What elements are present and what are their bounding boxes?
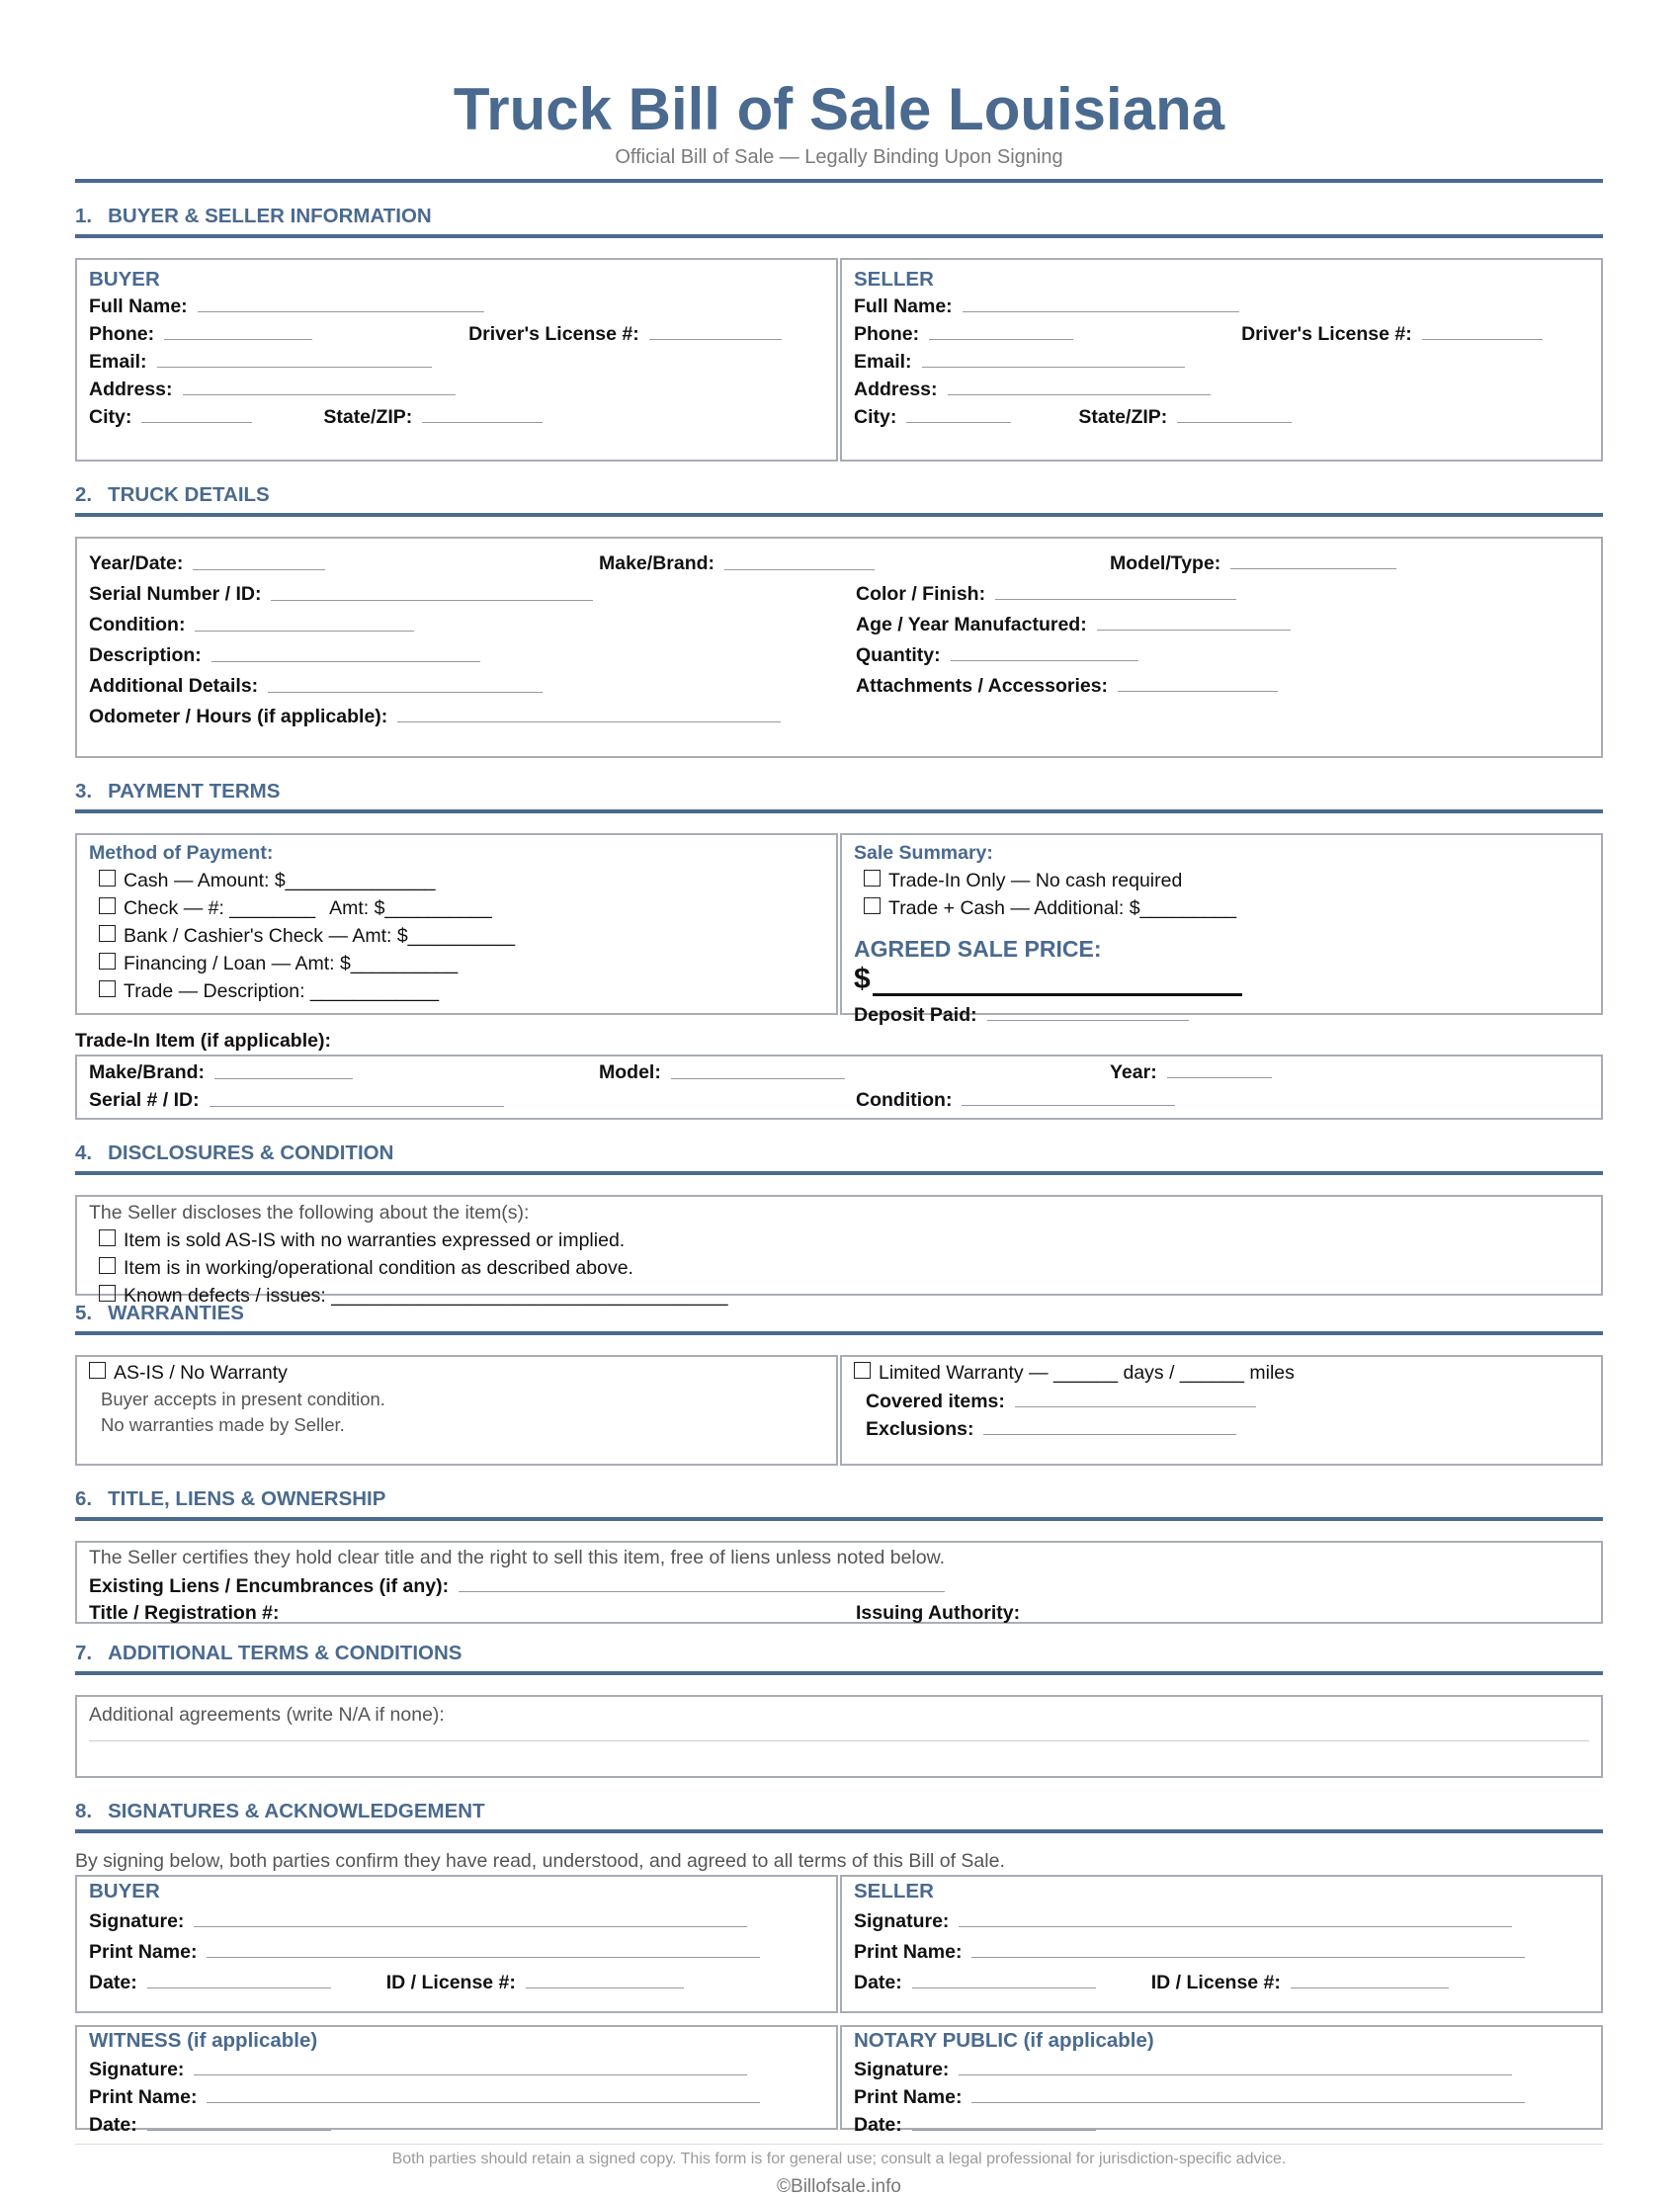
covered-items-field[interactable]	[1015, 1387, 1256, 1407]
section-3-heading: 3. PAYMENT TERMS	[75, 780, 1603, 813]
truck-details-box: Year/Date: Make/Brand: Model/Type: Serial Number / ID: Color / Finish: Condition: Age / Year Manufactured: Description: Quantity: Additional Details: Attachments / Accessories: Odometer / Hours (if applicable):	[75, 537, 1603, 758]
truck-quantity-field[interactable]	[951, 640, 1138, 661]
buyer-signature-field[interactable]	[194, 1906, 747, 1927]
notary-box: NOTARY PUBLIC (if applicable) Signature: Print Name: Date:	[840, 2025, 1603, 2130]
title-divider	[75, 179, 1603, 183]
buyer-email-field[interactable]	[157, 347, 432, 368]
seller-print-name-field[interactable]	[971, 1937, 1525, 1958]
seller-date-field[interactable]	[912, 1968, 1096, 1988]
asis-warranty-checkbox[interactable]	[89, 1362, 106, 1379]
agreed-price-field[interactable]	[873, 968, 1242, 996]
document-page	[75, 0, 1603, 2198]
sale-summary-heading: Sale Summary:	[854, 842, 993, 864]
seller-signature-field[interactable]	[959, 1906, 1512, 1927]
trade-in-serial-field[interactable]	[210, 1086, 504, 1107]
seller-email-field[interactable]	[922, 347, 1185, 368]
truck-year-field[interactable]	[193, 550, 325, 570]
buyer-phone-field[interactable]	[164, 319, 312, 340]
seller-full-name-field[interactable]	[963, 292, 1239, 312]
financing-checkbox[interactable]	[99, 953, 116, 970]
truck-odometer-field[interactable]	[397, 702, 781, 722]
additional-terms-field[interactable]	[89, 1740, 1589, 1741]
asis-warranty-box: AS-IS / No Warranty Buyer accepts in present condition. No warranties made by Seller.	[75, 1355, 838, 1466]
seller-state-zip-field[interactable]	[1177, 402, 1292, 423]
seller-id-field[interactable]	[1291, 1968, 1449, 1988]
footer-note: Both parties should retain a signed copy. This form is for general use; consult a legal professional for jurisdiction-specific advice.	[391, 2151, 1287, 2167]
truck-make-field[interactable]	[724, 550, 875, 570]
trade-only-checkbox[interactable]	[864, 870, 881, 887]
additional-terms-box	[75, 1695, 1603, 1778]
trade-in-title: Trade-In Item (if applicable):	[75, 1030, 331, 1052]
cash-checkbox[interactable]	[99, 870, 116, 887]
truck-description-field[interactable]	[211, 641, 480, 662]
truck-serial-field[interactable]	[271, 580, 593, 601]
section-6-heading: 6. TITLE, LIENS & OWNERSHIP	[75, 1487, 1603, 1521]
bank-checkbox[interactable]	[99, 925, 116, 942]
buyer-state-zip-field[interactable]	[422, 402, 543, 423]
buyer-heading: BUYER	[89, 268, 160, 291]
buyer-full-name-field[interactable]	[198, 292, 484, 312]
witness-heading: WITNESS (if applicable)	[89, 2029, 318, 2052]
agreed-price-label: AGREED SALE PRICE:	[854, 936, 1102, 962]
notary-heading: NOTARY PUBLIC (if applicable)	[854, 2029, 1154, 2052]
buyer-city-field[interactable]	[141, 402, 252, 423]
seller-license-field[interactable]	[1422, 319, 1543, 340]
buyer-signature-heading: BUYER	[89, 1880, 160, 1902]
sale-summary-box: Sale Summary: Trade-In Only — No cash required Trade + Cash — Additional: $_________ AGREED SALE PRICE: $ Deposit Paid:	[840, 833, 1603, 1015]
seller-heading: SELLER	[854, 268, 934, 291]
title-liens-box: The Seller certifies they hold clear title and the right to sell this item, free of liens unless noted below. Existing Liens / Encumbrances (if any): Title / Registration #: Issuing Authority:	[75, 1541, 1603, 1624]
trade-in-box: Make/Brand: Model: Year: Serial # / ID: Condition:	[75, 1055, 1603, 1120]
section-8-heading: 8. SIGNATURES & ACKNOWLEDGEMENT	[75, 1800, 1603, 1833]
witness-signature-field[interactable]	[194, 2055, 747, 2075]
known-defects-checkbox[interactable]	[99, 1285, 116, 1302]
limited-warranty-checkbox[interactable]	[854, 1362, 871, 1379]
truck-color-field[interactable]	[995, 579, 1236, 600]
limited-warranty-box: Limited Warranty — ______ days / ______ miles Covered items: Exclusions:	[840, 1355, 1603, 1466]
truck-condition-field[interactable]	[195, 611, 414, 632]
notary-signature-field[interactable]	[959, 2055, 1512, 2075]
notary-date-field[interactable]	[912, 2110, 1096, 2131]
truck-age-field[interactable]	[1097, 610, 1291, 631]
footer-divider	[75, 2144, 1603, 2145]
notary-print-name-field[interactable]	[971, 2082, 1525, 2103]
section-2-heading: 2. TRUCK DETAILS	[75, 483, 1603, 517]
seller-phone-field[interactable]	[929, 319, 1073, 340]
title-intro: The Seller certifies they hold clear title and the right to sell this item, free of liens unless noted below.	[89, 1547, 946, 1568]
section-1-heading: 1. BUYER & SELLER INFORMATION	[75, 205, 1603, 238]
exclusions-field[interactable]	[983, 1414, 1236, 1435]
buyer-signature-box: BUYER Signature: Print Name: Date: ID / License #:	[75, 1875, 838, 2013]
buyer-date-field[interactable]	[147, 1968, 331, 1988]
working-condition-checkbox[interactable]	[99, 1257, 116, 1274]
witness-date-field[interactable]	[147, 2110, 331, 2131]
trade-cash-checkbox[interactable]	[864, 897, 881, 914]
footer-copyright: ©Billofsale.info	[777, 2176, 901, 2197]
payment-method-box: Method of Payment: Cash — Amount: $______________ Check — #: ________ Amt: $__________ Bank / Cashier's Check — Amt: $__________ Financing / Loan — Amt: $__________ Trade — Description: ____________	[75, 833, 838, 1015]
witness-print-name-field[interactable]	[207, 2082, 760, 2103]
buyer-license-field[interactable]	[649, 319, 782, 340]
liens-field[interactable]	[459, 1571, 945, 1592]
section-7-heading: 7. ADDITIONAL TERMS & CONDITIONS	[75, 1642, 1603, 1675]
buyer-print-name-field[interactable]	[207, 1937, 760, 1958]
signatures-intro: By signing below, both parties confirm they have read, understood, and agreed to all terms of this Bill of Sale.	[75, 1850, 1005, 1872]
additional-terms-label: Additional agreements (write N/A if none):	[89, 1704, 445, 1726]
truck-additional-field[interactable]	[268, 672, 543, 693]
payment-method-heading: Method of Payment:	[89, 842, 274, 864]
buyer-info-box: BUYER Full Name: Phone: Driver's License #: Email: Address: City: State/ZIP:	[75, 258, 838, 462]
seller-city-field[interactable]	[906, 402, 1011, 423]
asis-note-2: No warranties made by Seller.	[101, 1414, 345, 1435]
trade-in-year-field[interactable]	[1167, 1057, 1272, 1078]
section-4-heading: 4. DISCLOSURES & CONDITION	[75, 1141, 1603, 1175]
trade-in-model-field[interactable]	[671, 1058, 845, 1079]
buyer-id-field[interactable]	[526, 1968, 684, 1988]
truck-attachments-field[interactable]	[1118, 671, 1278, 692]
check-checkbox[interactable]	[99, 897, 116, 914]
section-5-heading: 5. WARRANTIES	[75, 1302, 1603, 1335]
trade-in-condition-field[interactable]	[962, 1085, 1175, 1106]
document-title: Truck Bill of Sale Louisiana	[453, 76, 1225, 142]
seller-signature-box: SELLER Signature: Print Name: Date: ID / License #:	[840, 1875, 1603, 2013]
witness-box: WITNESS (if applicable) Signature: Print Name: Date:	[75, 2025, 838, 2130]
seller-address-field[interactable]	[948, 375, 1211, 395]
document-subtitle: Official Bill of Sale — Legally Binding Upon Signing	[615, 146, 1063, 168]
disclosures-intro: The Seller discloses the following about the item(s):	[89, 1202, 530, 1224]
disclosures-box: The Seller discloses the following about the item(s): Item is sold AS-IS with no warranties expressed or implied. Item is in working/operational condition as described above. Known defects / issues: _____________________________________	[75, 1195, 1603, 1296]
seller-info-box: SELLER Full Name: Phone: Driver's License #: Email: Address: City: State/ZIP:	[840, 258, 1603, 462]
asis-note-1: Buyer accepts in present condition.	[101, 1389, 385, 1409]
deposit-field[interactable]	[987, 1000, 1189, 1021]
trade-in-make-field[interactable]	[214, 1058, 353, 1079]
truck-model-field[interactable]	[1230, 549, 1396, 569]
buyer-address-field[interactable]	[183, 375, 456, 395]
asis-disclosure-checkbox[interactable]	[99, 1229, 116, 1246]
seller-signature-heading: SELLER	[854, 1880, 934, 1902]
trade-checkbox[interactable]	[99, 980, 116, 997]
